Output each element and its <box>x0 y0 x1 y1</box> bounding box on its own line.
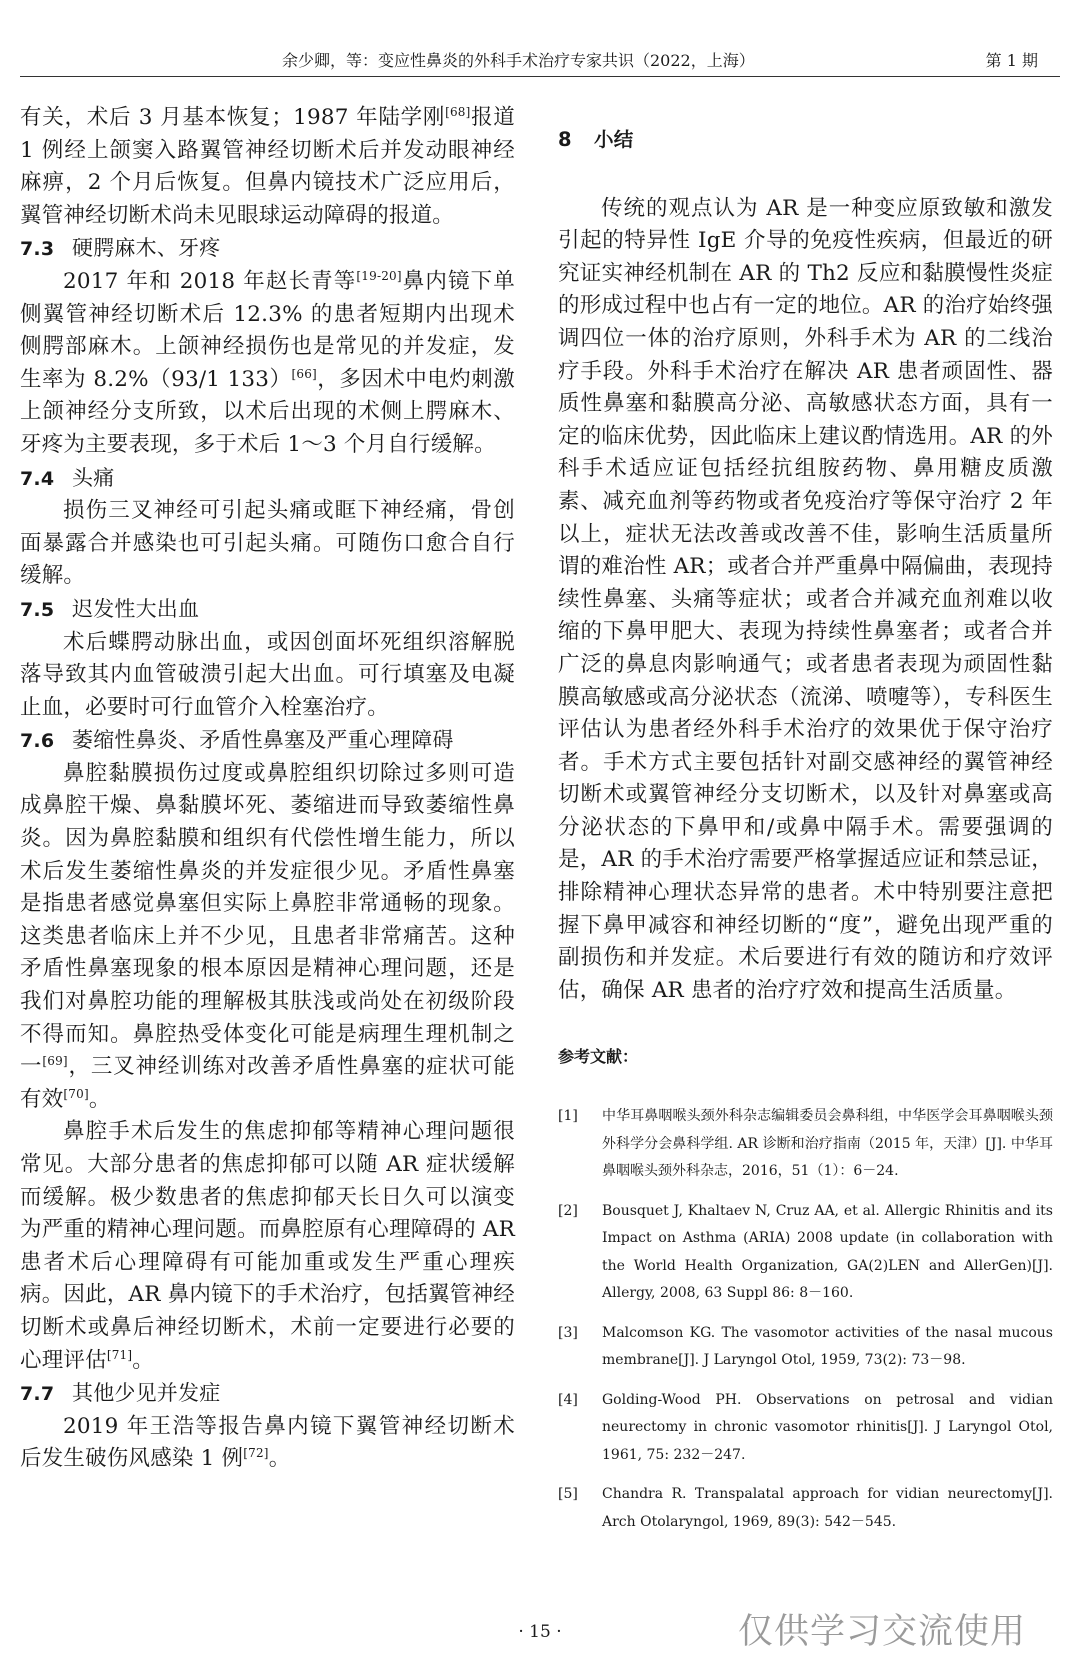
citation: [69] <box>42 1054 68 1069</box>
section-heading-7-6: 7.6 萎缩性鼻炎、矛盾性鼻塞及严重心理障碍 <box>20 728 454 753</box>
reference-text: Bousquet J, Khaltaev N, Cruz AA, et al. Allergic Rhinitis and its Impact on Asthma (ARIA) 2008 update (in collaboration with the World Health Organization, GA(2)LEN and AllerGen)[J]. Allergy, 2008, 63 Suppl 86: 8－160. <box>602 1202 1053 1302</box>
citation: [71] <box>106 1347 133 1362</box>
left-column <box>20 102 515 1476</box>
header-rule <box>20 76 1060 77</box>
citation: [68] <box>445 104 471 119</box>
reference-item <box>558 1320 1053 1375</box>
running-title: 余少卿，等：变应性鼻炎的外科手术治疗专家共识（2022，上海） <box>282 51 755 70</box>
reference-item <box>558 1387 1053 1470</box>
paragraph-7-3: 2017 年和 2018 年赵长青等[19-20]鼻内镜下单侧翼管神经切断术后 12.3% 的患者短期内出现术侧腭部麻木。上颌神经损伤也是常见的并发症，发生率为 8.2%（93/1 133）[66]，多因术中电灼刺激上颌神经分支所致，以术后出现的术侧上腭麻木、牙疼为主要表现，多于术后 1～3 个月自行缓解。 <box>20 268 515 457</box>
reference-text: 中华耳鼻咽喉头颈外科杂志编辑委员会鼻科组，中华医学会耳鼻咽喉头颈外科学分会鼻科学组. AR 诊断和治疗指南（2015 年，天津）[J]. 中华耳鼻咽喉头颈外科杂志，2016，51（1）：6－24. <box>602 1108 1053 1180</box>
reference-number: [4] <box>558 1391 578 1408</box>
reference-number: [2] <box>558 1202 578 1219</box>
reference-text: Golding-Wood PH. Observations on petrosal and vidian neurectomy in chronic vasomotor rhinitis[J]. J Laryngol Otol, 1961, 75: 232－247. <box>602 1391 1053 1463</box>
paragraph-7-5: 术后蝶腭动脉出血，或因创面坏死组织溶解脱落导致其内血管破溃引起大出血。可行填塞及电凝止血，必要时可行血管介入栓塞治疗。 <box>20 629 515 720</box>
issue-number: 第 1 期 <box>985 51 1038 70</box>
paragraph-summary: 传统的观点认为 AR 是一种变应原致敏和激发引起的特异性 IgE 介导的免疫性疾病，但最近的研究证实神经机制在 AR 的 Th2 反应和黏膜慢性炎症的形成过程中也占有一定的地位。AR 的治疗始终强调四位一体的治疗原则，外科手术为 AR 的二线治疗手段。外科手术治疗在解决 AR 患者顽固性、器质性鼻塞和黏膜高分泌、高敏感状态方面，具有一定的临床优势，因此临床上建议酌情选用。AR 的外科手术适应证包括经抗组胺药物、鼻用糖皮质激素、减充血剂等药物或者免疫治疗等保守治疗 2 年以上，症状无法改善或改善不佳，影响生活质量所谓的难治性 AR；或者合并严重鼻中隔偏曲，表现持续性鼻塞、头痛等症状；或者合并减充血剂难以收缩的下鼻甲肥大、表现为持续性鼻塞者；或者合并广泛的鼻息肉影响通气；或者患者表现为顽固性黏膜高敏感或高分泌状态（流涕、喷嚏等），专科医生评估认为患者经外科手术治疗的效果优于保守治疗者。手术方式主要包括针对副交感神经的翼管神经切断术或翼管神经分支切断术，以及针对鼻塞或高分泌状态的下鼻甲和/或鼻中隔手术。需要强调的是，AR 的手术治疗需要严格掌握适应证和禁忌证，排除精神心理状态异常的患者。术中特别要注意把握下鼻甲减容和神经切断的“度”，避免出现严重的副损伤和并发症。术后要进行有效的随访和疗效评估，确保 AR 患者的治疗疗效和提高生活质量。 <box>558 195 1053 1003</box>
paragraph-7-4: 损伤三叉神经可引起头痛或眶下神经痛，骨创面暴露合并感染也可引起头痛。可随伤口愈合自行缓解。 <box>20 498 515 589</box>
citation: [70] <box>63 1086 89 1101</box>
reference-text: Chandra R. Transpalatal approach for vidian neurectomy[J]. Arch Otolaryngol, 1969, 89(3): 542－545. <box>602 1486 1053 1530</box>
page-number: · 15 · <box>518 1622 562 1642</box>
references-title: 参考文献： <box>558 1047 639 1067</box>
section-heading-7-3: 7.3 硬腭麻木、牙疼 <box>20 236 221 261</box>
section-heading-7-5: 7.5 迟发性大出血 <box>20 596 200 621</box>
reference-number: [3] <box>558 1324 578 1341</box>
section-heading-7-4: 7.4 头痛 <box>20 465 115 490</box>
reference-item <box>558 1481 1053 1536</box>
citation: [72] <box>243 1446 269 1461</box>
reference-list <box>558 1103 1053 1536</box>
page-header <box>20 44 1060 78</box>
citation: [66] <box>291 366 317 381</box>
section-heading-7-7: 7.7 其他少见并发症 <box>20 1381 221 1406</box>
reference-item <box>558 1103 1053 1186</box>
watermark-text: 仅供学习交流使用 <box>738 1612 1027 1652</box>
reference-number: [1] <box>558 1108 578 1125</box>
reference-number: [5] <box>558 1486 578 1503</box>
section-heading-8: 8 小结 <box>558 128 634 151</box>
reference-item <box>558 1198 1053 1308</box>
citation: [19-20] <box>356 268 402 283</box>
paragraph-intro: 有关，术后 3 月基本恢复；1987 年陆学刚[68]报道 1 例经上颌窦入路翼管神经切断术后并发动眼神经麻痹，2 个月后恢复。但鼻内镜技术广泛应用后，翼管神经切断术尚未见眼球运动障碍的报道。 <box>20 104 516 228</box>
paragraph-7-6-a: 鼻腔黏膜损伤过度或鼻腔组织切除过多则可造成鼻腔干燥、鼻黏膜坏死、萎缩进而导致萎缩性鼻炎。因为鼻腔黏膜和组织有代偿性增生能力，所以术后发生萎缩性鼻炎的并发症很少见。矛盾性鼻塞是指患者感觉鼻塞但实际上鼻腔非常通畅的现象。这类患者临床上并不少见，且患者非常痛苦。这种矛盾性鼻塞现象的根本原因是精神心理问题，还是我们对鼻腔功能的理解极其肤浅或尚处在初级阶段不得而知。鼻腔热受体变化可能是病理生理机制之一[69]，三叉神经训练对改善矛盾性鼻塞的症状可能有效[70]。 <box>20 760 515 1112</box>
reference-text: Malcomson KG. The vasomotor activities of the nasal mucous membrane[J]. J Laryngol Otol, 1959, 73(2): 73－98. <box>602 1324 1053 1369</box>
paragraph-7-6-b: 鼻腔手术后发生的焦虑抑郁等精神心理问题很常见。大部分患者的焦虑抑郁可以随 AR 症状缓解而缓解。极少数患者的焦虑抑郁天长日久可以演变为严重的精神心理问题。而鼻腔原有心理障碍的 AR 患者术后心理障碍有可能加重或发生严重心理疾病。因此，AR 鼻内镜下的手术治疗，包括翼管神经切断术或鼻后神经切断术，术前一定要进行必要的心理评估[71]。 <box>20 1119 515 1373</box>
paragraph-7-7: 2019 年王浩等报告鼻内镜下翼管神经切断术后发生破伤风感染 1 例[72]。 <box>20 1413 515 1472</box>
right-column <box>558 102 1053 1548</box>
